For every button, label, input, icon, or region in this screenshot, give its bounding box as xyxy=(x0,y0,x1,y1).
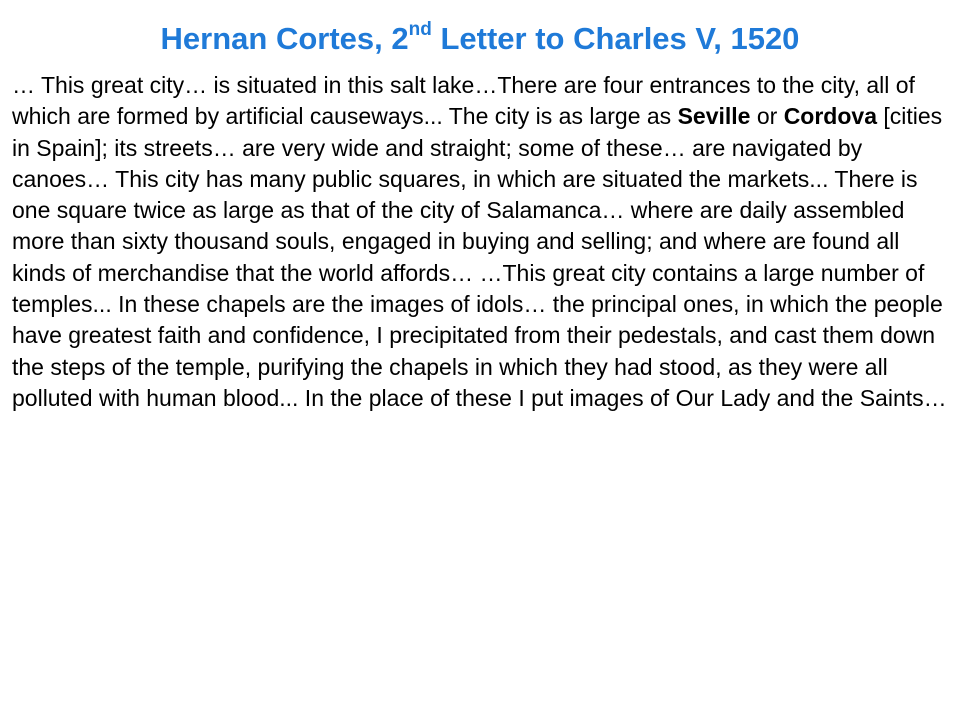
excerpt-part-2: [cities in Spain]; its streets… are very wide and straight; some of these… are navigated by canoes… This city has many public squares, in which are situated the markets... There is one square twice as large as that of the city of Salamanca… where are daily assembled more than sixty thousand souls, engaged in buying and selling; and where are found all kinds of merchandise that the world affords… …This great city contains a large number of temples... In these chapels are the images of idols… the principal ones, in which the people have greatest faith and confidence, I precipitated from their pedestals, and cast them down the steps of the temple, purifying the chapels in which they had stood, as they were all polluted with human blood... In the place of these I put images of Our Lady and the Saints… xyxy=(12,103,947,411)
title-prefix: Hernan Cortes, 2 xyxy=(160,21,409,56)
letter-excerpt xyxy=(12,70,952,414)
cordova-emphasis: Cordova xyxy=(783,103,877,130)
slide-title xyxy=(0,18,960,60)
title-superscript: nd xyxy=(408,18,432,40)
excerpt-part-1: … This great city… is situated in this salt lake…There are four entrances to the city, all of which are formed by artificial causeways... The city is as large as xyxy=(12,72,915,130)
title-suffix: Letter to Charles V, 1520 xyxy=(431,21,800,56)
excerpt-or: or xyxy=(750,103,784,130)
seville-emphasis: Seville xyxy=(677,103,751,130)
